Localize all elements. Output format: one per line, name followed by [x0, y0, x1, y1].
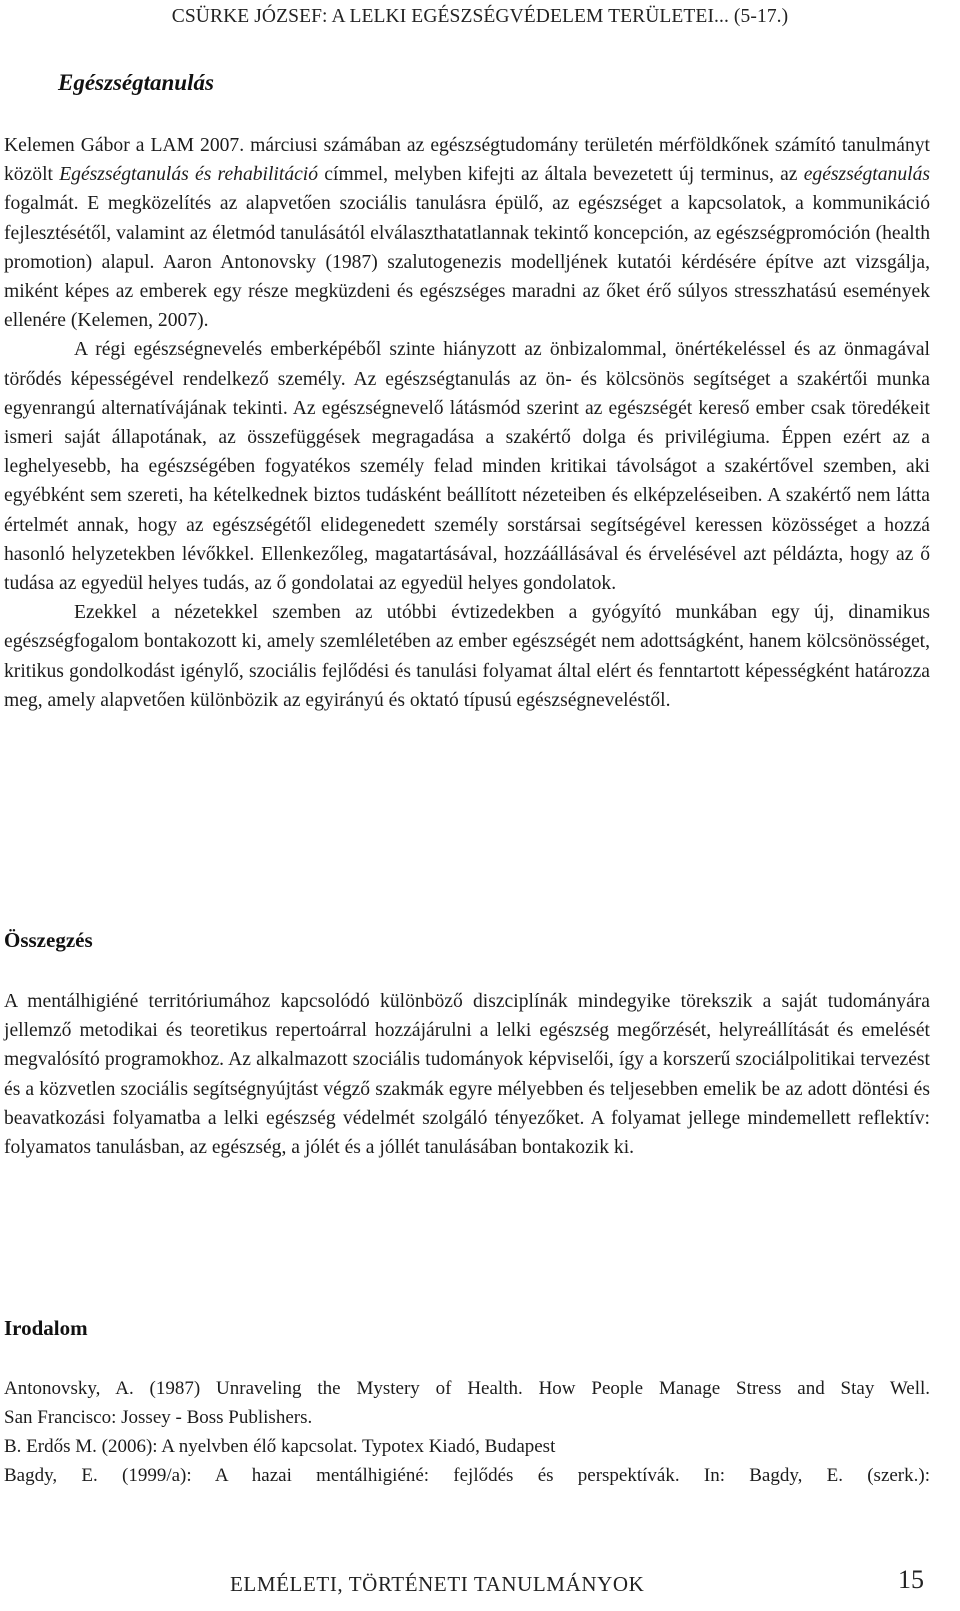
reference-item-1-line-1: Antonovsky, A. (1987) Unraveling the Mystery of Health. How People Manage Stress and Stay Well.	[4, 1378, 930, 1399]
paragraph-2: A régi egészségnevelés emberképéből szinte hiányzott az önbizalommal, önértékeléssel és az önmagával törődés képességével rendelkező személy. Az egészségtanulás az ön- és kölcsönös segítséget a szakértői munka egyenrangú alternatívájának tekinti. Az egészségnevelő látásmód szerint az egészségét kereső ember csak töredékeit ismeri saját állapotának, az összefüggések megragadása a szakértő dolga és privilégiuma. Éppen ezért az a leghelyesebb, ha egészségében fogyatékos személy felad minden kritikai távolságot a szakértővel szemben, aki egyébként sem szereti, ha kételkednek biztos tudásként beállított nézeteiben és elképzeléseiben. A szakértő nem látta értelmét annak, hogy az egészségétől elidegenedett személy sorstársai segítségével keressen közösséget a hozzá hasonló helyzetekben lévőkkel. Ellenkezőleg, magatartásával, hozzáállásával és érvelésével azt példázta, hogy az ő tudása az egyedül helyes tudás, az ő gondolatai az egyedül helyes gondolatok.	[4, 339, 930, 595]
reference-item-3: Bagdy, E. (1999/a): A hazai mentálhigiéné: fejlődés és perspektívák. In: Bagdy, E. (szerk.):	[4, 1465, 930, 1486]
paragraph-1-text-c: fogalmát. E megközelítés az alapvetően szociális tanulásra épülő, az egészséget a kapcsolatok, a kommunikáció fejlesztésétől, valamint az életmód tanulásától elválaszthatatlannak tekintő koncepción, az egészségpromóción (health promotion) alapul. Aaron Antonovsky (1987) szalutogenezis modelljének kutatói kérdésére építve azt vizsgálja, miként képes az emberek egy része megküzdeni és egészséges maradni az őket érő súlyos stresszhatású események ellenére (Kelemen, 2007).	[4, 193, 930, 332]
section-title: Egészségtanulás	[58, 70, 214, 95]
summary-paragraph: A mentálhigiéné territóriumához kapcsolódó különböző diszciplínák mindegyike törekszik a saját tudományára jellemző metodikai és teoretikus repertoárral hozzájárulni a lelki egészség megőrzését, helyreállítását és emelését megvalósító programokhoz. Az alkalmazott szociális tudományok képviselői, így a korszerű szociálpolitikai tervezést és a közvetlen szociális segítségnyújtást végző szakmák egyre mélyebben és teljesebben emelik be az adott döntési és beavatkozási folyamatba a lelki egészség védelmét szolgáló tényezőket. A folyamat jellege mindemellett reflektív: folyamatos tanulásban, az egészség, a jólét és a jóllét tanulásában bontakozik ki.	[4, 991, 930, 1159]
paragraph-1-italic-term: egészségtanulás	[803, 164, 930, 186]
reference-list	[4, 1374, 930, 1490]
footer-journal-title: ELMÉLETI, TÖRTÉNETI TANULMÁNYOK	[230, 1572, 645, 1596]
summary-heading: Összegzés	[4, 928, 93, 952]
paragraph-1-text-b: címmel, melyben kifejti az általa bevezetett új terminus, az	[318, 164, 804, 186]
paragraph-1-text-a: Kelemen Gábor a LAM 2007. márciusi számában az egészségtudomány területén mérföldkőnek számító tanulmányt közölt	[4, 135, 930, 186]
reference-item-1-line-2: San Francisco: Jossey - Boss Publishers.	[4, 1407, 313, 1428]
references-heading: Irodalom	[4, 1316, 88, 1340]
summary-body	[4, 987, 930, 1162]
paragraph-3: Ezekkel a nézetekkel szemben az utóbbi évtizedekben a gyógyító munkában egy új, dinamikus egészségfogalom bontakozott ki, amely szemléletében az ember egészségét nem adottságként, hanem kölcsönösséget, kritikus gondolkodást igénylő, szociális fejlődési és tanulási folyamat által elért és fenntartott képességként határozza meg, amely alapvetően különbözik az egyirányú és oktató típusú egészségneveléstől.	[4, 602, 930, 711]
running-head: CSÜRKE JÓZSEF: A LELKI EGÉSZSÉGVÉDELEM TERÜLETEI... (5-17.)	[171, 6, 789, 27]
reference-item-2: B. Erdős M. (2006): A nyelvben élő kapcsolat. Typotex Kiadó, Budapest	[4, 1436, 556, 1457]
paragraph-1	[4, 131, 930, 335]
section-body	[4, 131, 930, 715]
page-number: 15	[898, 1565, 924, 1594]
paragraph-1-italic-title: Egészségtanulás és rehabilitáció	[59, 164, 319, 186]
